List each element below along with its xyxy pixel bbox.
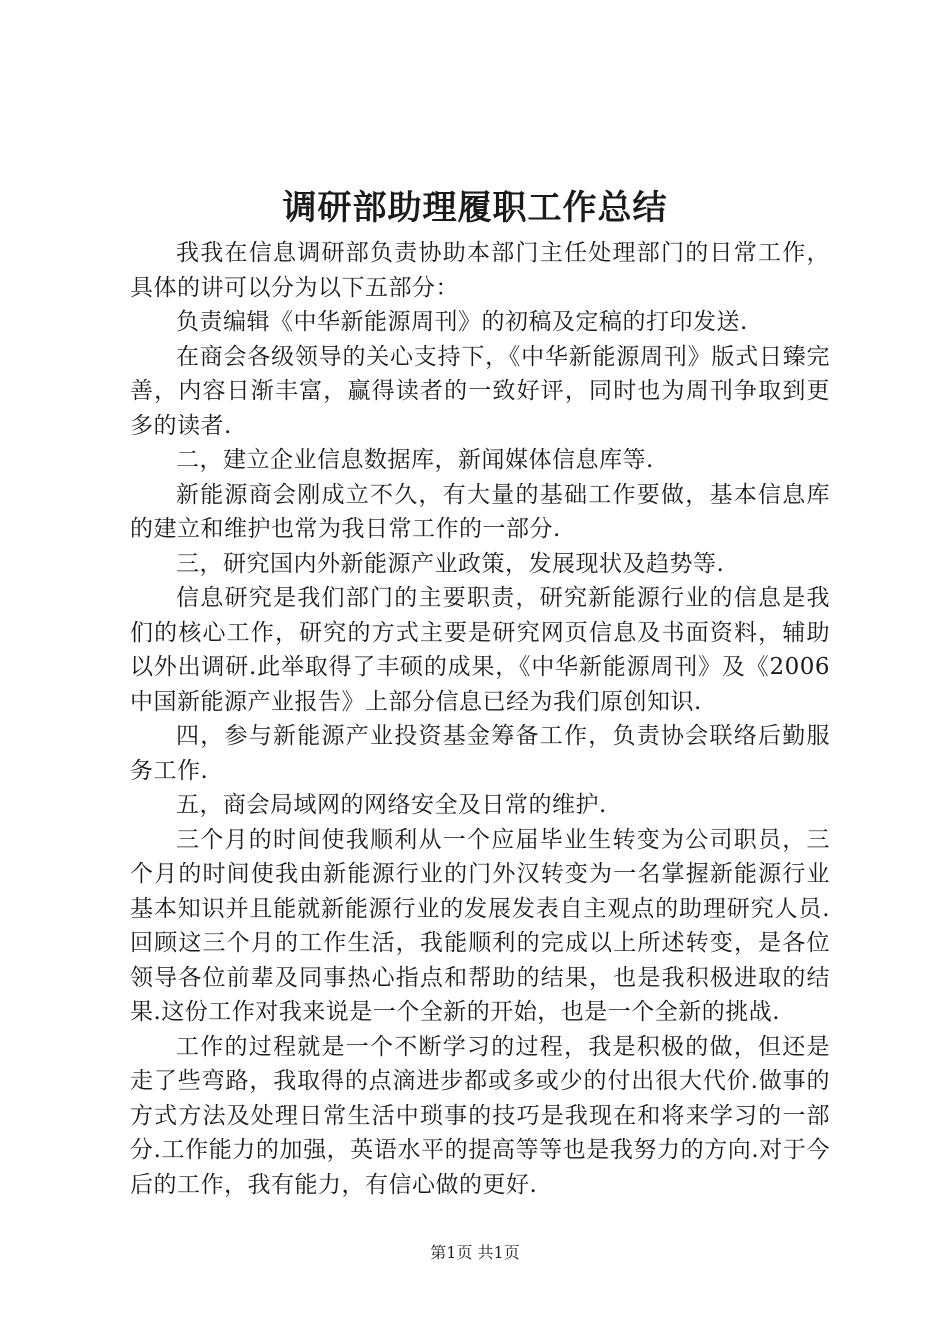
paragraph-item-1-detail: 在商会各级领导的关心支持下，《中华新能源周刊》版式日臻完善，内容日渐丰富，赢得读者的一致好评，同时也为周刊争取到更多的读者. [130,343,830,439]
document-title: 调研部助理履职工作总结 [282,188,668,228]
page-number-footer: 第1页 共1页 [430,1243,520,1262]
paragraph-item-4: 四，参与新能源产业投资基金筹备工作，负责协会联络后勤服务工作. [130,723,830,784]
paragraph-item-5: 五，商会局域网的网络安全及日常的维护. [176,792,607,818]
paragraph-item-2-detail: 新能源商会刚成立不久，有大量的基础工作要做，基本信息库的建立和维护也常为我日常工作的一部分. [130,481,830,542]
paragraph-intro: 我我在信息调研部负责协助本部门主任处理部门的日常工作，具体的讲可以分为以下五部分： [130,240,830,301]
paragraph-conclusion: 工作的过程就是一个不断学习的过程，我是积极的做，但还是走了些弯路，我取得的点滴进步都或多或少的付出很大代价.做事的方式方法及处理日常生活中琐事的技巧是我现在和将来学习的一部分.工作能力的加强，英语水平的提高等等也是我努力的方向.对于今后的工作，我有能力，有信心做的更好. [130,1033,830,1198]
document-body [130,236,830,1202]
paragraph-item-3-detail: 信息研究是我们部门的主要职责，研究新能源行业的信息是我们的核心工作，研究的方式主要是研究网页信息及书面资料，辅助以外出调研.此举取得了丰硕的成果，《中华新能源周刊》及《2006中国新能源产业报告》上部分信息已经为我们原创知识. [130,585,830,715]
paragraph-item-1: 负责编辑《中华新能源周刊》的初稿及定稿的打印发送. [176,309,748,335]
paragraph-item-3: 三，研究国内外新能源产业政策，发展现状及趋势等. [176,550,725,577]
paragraph-reflection: 三个月的时间使我顺利从一个应届毕业生转变为公司职员，三个月的时间使我由新能源行业的门外汉转变为一名掌握新能源行业基本知识并且能就新能源行业的发展发表自主观点的助理研究人员.回顾这三个月的工作生活，我能顺利的完成以上所述转变，是各位领导各位前辈及同事热心指点和帮助的结果，也是我积极进取的结果.这份工作对我来说是一个全新的开始，也是一个全新的挑战. [130,826,830,1025]
paragraph-item-2: 二，建立企业信息数据库，新闻媒体信息库等. [176,447,654,473]
